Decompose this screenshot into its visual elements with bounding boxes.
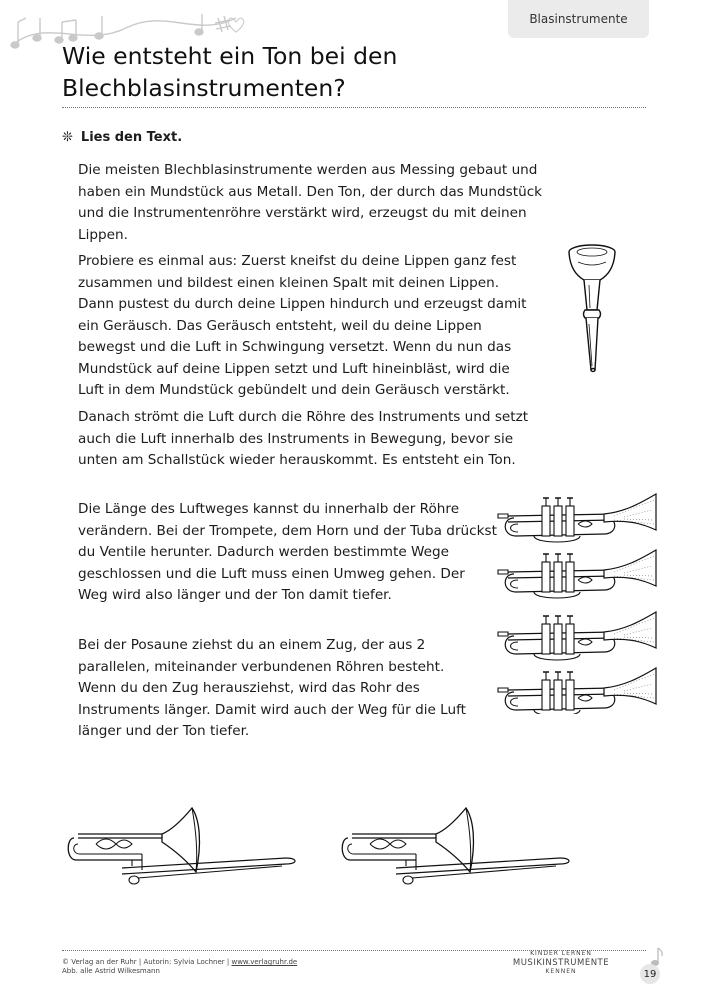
paragraph-4: Die Länge des Luftweges kannst du innerhalb der Röhre verändern. Bei der Trompete, dem Horn und der Tuba drückst du Ventile herunter. Dadurch werden bestimmte Wege geschlossen und die Luft muss einen Umweg gehen. Der Weg wird also länger und der Ton damit tiefer. — [78, 501, 497, 603]
paragraph-5: Bei der Posaune ziehst du an einem Zug, der aus 2 parallelen, miteinander verbundenen Röhren besteht. Wenn du den Zug herausziehst, wird das Rohr des Instruments länger. Damit wird auch der Weg für die Luft länger und der Ton tiefer. — [78, 637, 466, 739]
section-tab-label: Blasinstrumente — [529, 12, 628, 26]
task-label: Lies den Text. — [80, 130, 183, 145]
paragraph-1: Die meisten Blechblasinstrumente werden aus Messing gebaut und haben ein Mundstück aus Metall. Den Ton, der durch das Mundstück und die Instrumentenröhre verstärkt wird, erzeugst du mit deinen Lippen. — [78, 162, 543, 243]
series-line-3: KENNEN — [545, 968, 577, 975]
page-title-line-1: Wie entsteht ein Ton bei den — [62, 42, 398, 70]
trumpets-illustration — [494, 484, 662, 714]
page-number-label: 19 — [643, 968, 657, 980]
footer-copyright: © Verlag an der Ruhr | Autorin: Sylvia Lochner | — [62, 958, 232, 966]
paragraph-2: Probiere es einmal aus: Zuerst kneifst du deine Lippen ganz fest zusammen und bildest einen kleinen Spalt mit deinen Lippen. Dann pustest du durch deine Lippen hindurch und erzeugst damit ein Geräusch. Das Geräusch entsteht, weil du deine Lippen bewegst und die Luft in Schwingung versetzt. Wenn du nun das Mundstück auf deine Lippen setzt und Luft hineinbläst, wird die Luft in dem Mundstück gebündelt und dein Geräusch verstärkt. — [78, 253, 527, 398]
paragraph-3: Danach strömt die Luft durch die Röhre des Instruments und setzt auch die Luft innerhalb des Instruments in Bewegung, bevor sie unten am Schallstück wieder herauskommt. Es entsteht ein Ton. — [78, 409, 529, 468]
title-divider — [62, 107, 646, 108]
series-line-1: KINDER LERNEN — [530, 950, 592, 957]
page-title — [62, 40, 662, 104]
footer-illustrations-credit: Abb. alle Astrid Wilkesmann — [62, 967, 160, 975]
footer-credits — [62, 958, 297, 976]
page-number — [640, 964, 660, 984]
trombones-illustration — [62, 800, 632, 896]
task-instruction — [62, 130, 182, 145]
series-line-2: MUSIKINSTRUMENTE — [512, 958, 610, 968]
section-tab — [508, 0, 649, 38]
star-bullet-icon: ❊ — [62, 130, 73, 145]
publisher-link[interactable]: www.verlagruhr.de — [231, 958, 298, 966]
mouthpiece-illustration — [558, 240, 628, 376]
series-logo — [508, 950, 614, 976]
page-title-line-2: Blechblasinstrumenten? — [62, 74, 346, 102]
